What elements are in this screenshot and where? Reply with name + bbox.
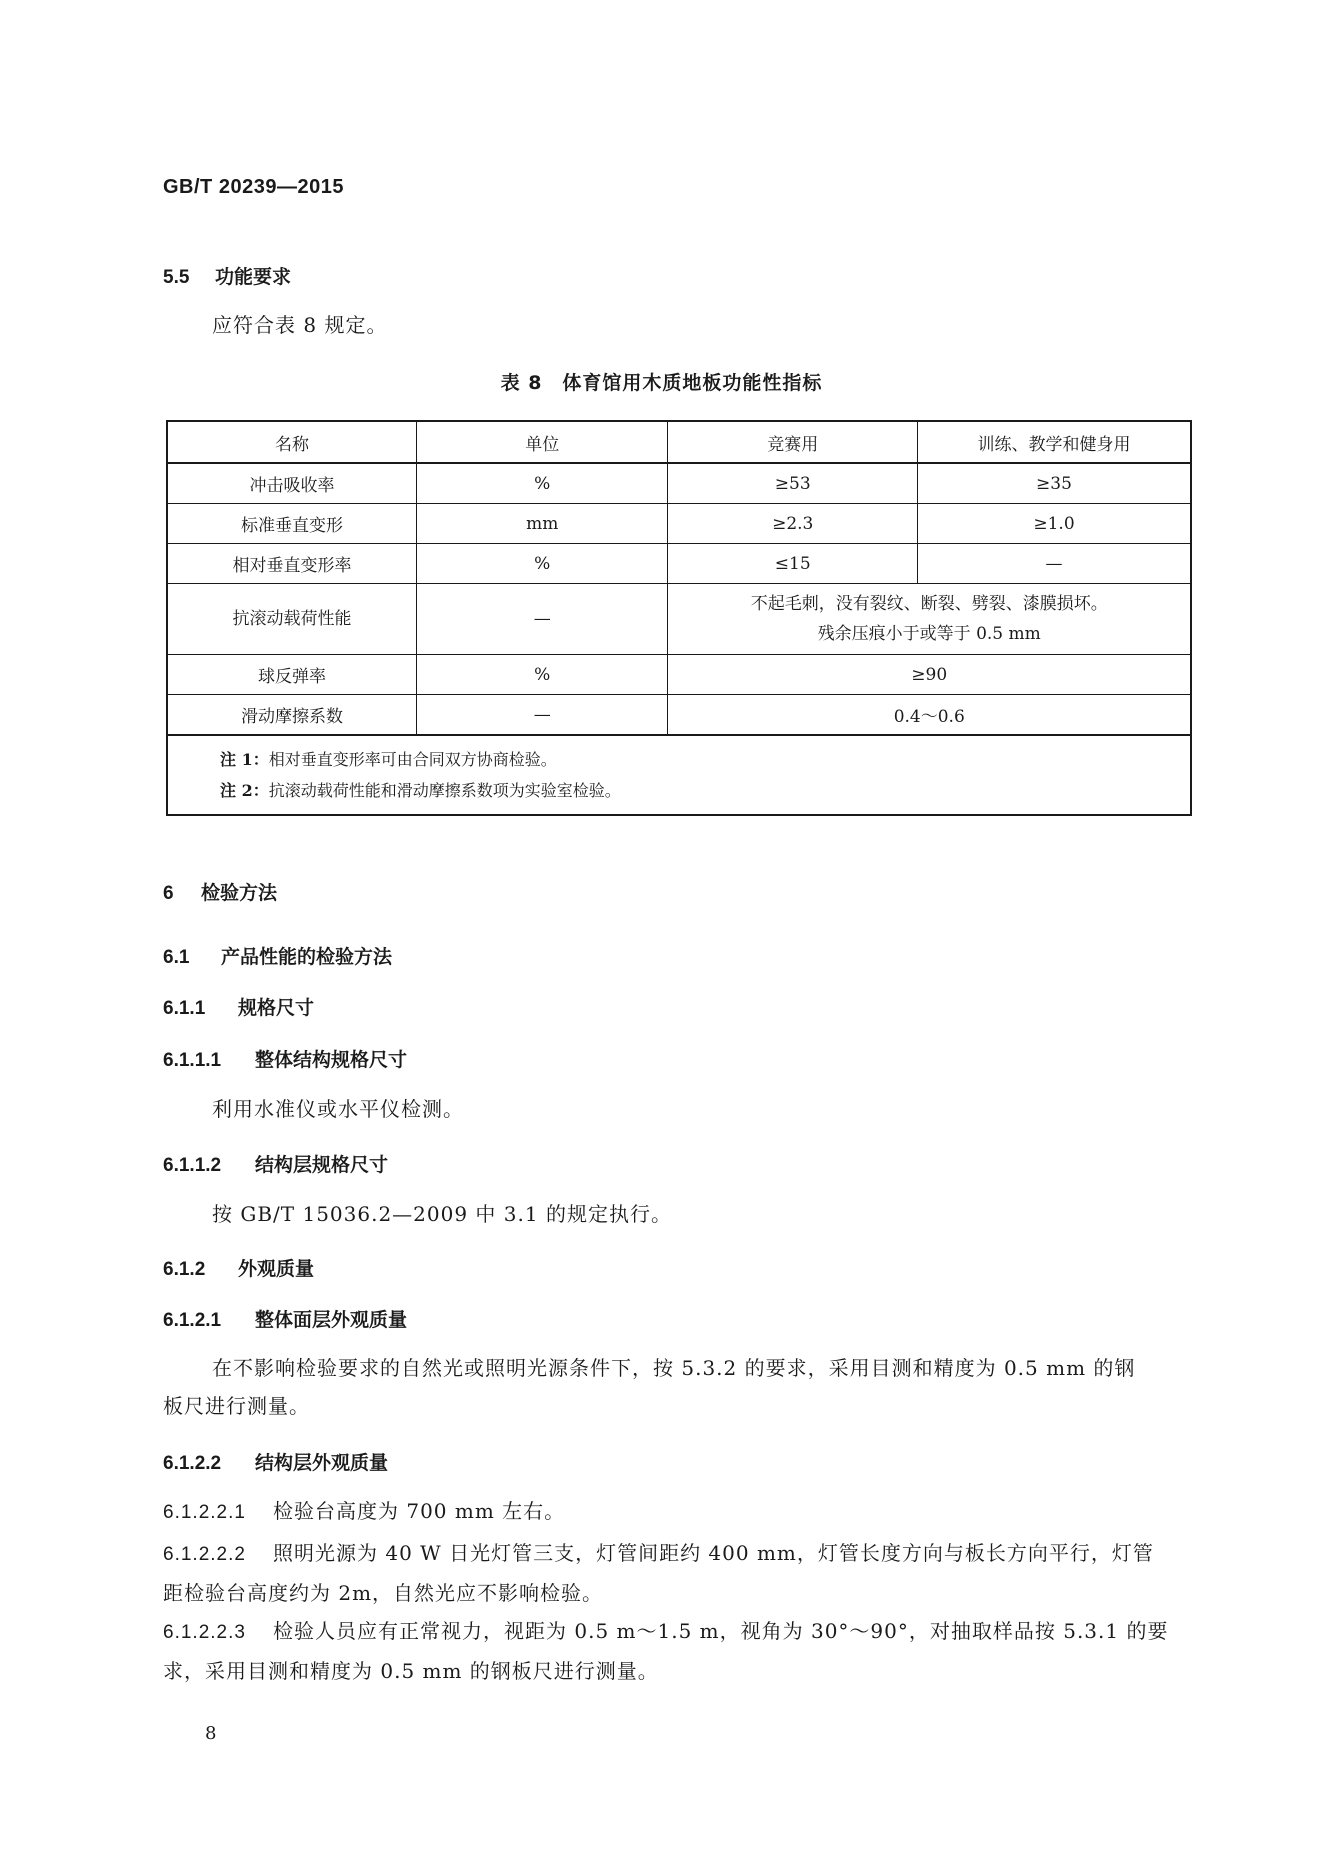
cell-name: 相对垂直变形率 [167, 544, 416, 584]
table-caption: 表 8 体育馆用木质地板功能性指标 [500, 372, 823, 394]
cell-rolling-requirement [668, 584, 1191, 655]
standard-code: GB/T 20239—2015 [163, 176, 344, 198]
section-6-1-1-2-heading: 6.1.1.2 结构层规格尺寸 [163, 1154, 389, 1176]
cell-name: 冲击吸收率 [167, 463, 416, 504]
section-6-1-2-1-heading: 6.1.2.1 整体面层外观质量 [163, 1309, 408, 1331]
clause-number: 6.1.2.2.1 [163, 1502, 246, 1523]
cell-competition: ≥53 [668, 463, 918, 504]
section-6-1-1-2-body: 按 GB/T 15036.2—2009 中 3.1 的规定执行。 [212, 1202, 672, 1226]
note-label: 注 2： [220, 781, 269, 800]
section-6-1-2-heading: 6.1.2 外观质量 [163, 1258, 315, 1280]
rolling-requirement-line-1: 不起毛刺，没有裂纹、断裂、劈裂、漆膜损坏。 [750, 594, 1108, 614]
section-6-1-heading: 6.1 产品性能的检验方法 [163, 946, 393, 968]
section-5-5-heading: 5.5 功能要求 [163, 266, 292, 288]
col-header-unit: 单位 [416, 421, 668, 463]
rolling-requirement-line-2: 残余压痕小于或等于 0.5 mm [817, 624, 1041, 644]
section-6-1-2-2-1 [163, 1492, 565, 1532]
clause-number: 6.1.2.2.2 [163, 1544, 246, 1565]
cell-unit: % [416, 544, 668, 584]
cell-value: ≥90 [668, 655, 1191, 695]
table-row [167, 655, 1191, 695]
section-6-1-2-2-3 [163, 1612, 1203, 1690]
cell-unit: % [416, 655, 668, 695]
note-label: 注 1： [220, 750, 269, 769]
section-6-1-2-2-heading: 6.1.2.2 结构层外观质量 [163, 1452, 389, 1474]
body-line: 6.1.2.2.2 照明光源为 40 W 日光灯管三支，灯管间距约 400 mm，灯管长度方向与板长方向平行，灯管 [163, 1534, 1203, 1574]
cell-unit: — [416, 695, 668, 736]
section-6-heading: 6 检验方法 [163, 882, 278, 904]
table-row [167, 544, 1191, 584]
table-row [167, 504, 1191, 544]
col-header-name: 名称 [167, 421, 416, 463]
cell-value: 0.4～0.6 [668, 695, 1191, 736]
section-6-1-2-1-body [163, 1349, 1203, 1425]
body-line: 6.1.2.2.3 检验人员应有正常视力，视距为 0.5 m～1.5 m，视角为 30°～90°，对抽取样品按 5.3.1 的要 [163, 1612, 1203, 1652]
body-line: 在不影响检验要求的自然光或照明光源条件下，按 5.3.2 的要求，采用目测和精度为 0.5 mm 的钢 [212, 1356, 1136, 1380]
body-line: 求，采用目测和精度为 0.5 mm 的钢板尺进行测量。 [163, 1659, 659, 1683]
clause-body: 检验台高度为 700 mm 左右。 [273, 1499, 566, 1523]
cell-competition: ≥2.3 [668, 504, 918, 544]
note-text: 相对垂直变形率可由合同双方协商检验。 [268, 750, 557, 769]
section-6-1-1-1-heading: 6.1.1.1 整体结构规格尺寸 [163, 1049, 408, 1071]
section-6-1-2-2-2 [163, 1534, 1203, 1612]
cell-name: 球反弹率 [167, 655, 416, 695]
table-header-row [167, 421, 1191, 463]
col-header-training: 训练、教学和健身用 [918, 421, 1192, 463]
table-notes-row [167, 735, 1191, 815]
cell-unit: mm [416, 504, 668, 544]
cell-name: 标准垂直变形 [167, 504, 416, 544]
cell-name: 滑动摩擦系数 [167, 695, 416, 736]
section-5-5-body: 应符合表 8 规定。 [212, 313, 388, 337]
cell-unit: % [416, 463, 668, 504]
cell-training: — [918, 544, 1192, 584]
table-row [167, 584, 1191, 655]
table-row [167, 695, 1191, 736]
section-6-1-1-heading: 6.1.1 规格尺寸 [163, 997, 315, 1019]
body-line: 距检验台高度约为 2m，自然光应不影响检验。 [163, 1581, 604, 1605]
note-text: 抗滚动载荷性能和滑动摩擦系数项为实验室检验。 [268, 781, 621, 800]
cell-training: ≥1.0 [918, 504, 1192, 544]
col-header-competition: 竞赛用 [668, 421, 918, 463]
body-line: 板尺进行测量。 [163, 1394, 310, 1418]
table-notes [167, 735, 1191, 815]
cell-unit: — [416, 584, 668, 655]
cell-training: ≥35 [918, 463, 1192, 504]
functional-index-table [166, 420, 1192, 816]
page-number: 8 [205, 1723, 217, 1744]
clause-number: 6.1.2.2.3 [163, 1622, 246, 1643]
cell-competition: ≤15 [668, 544, 918, 584]
table-row [167, 463, 1191, 504]
note-2 [220, 775, 1190, 806]
note-1 [220, 744, 1190, 775]
section-6-1-1-1-body: 利用水准仪或水平仪检测。 [212, 1097, 464, 1121]
cell-name: 抗滚动载荷性能 [167, 584, 416, 655]
